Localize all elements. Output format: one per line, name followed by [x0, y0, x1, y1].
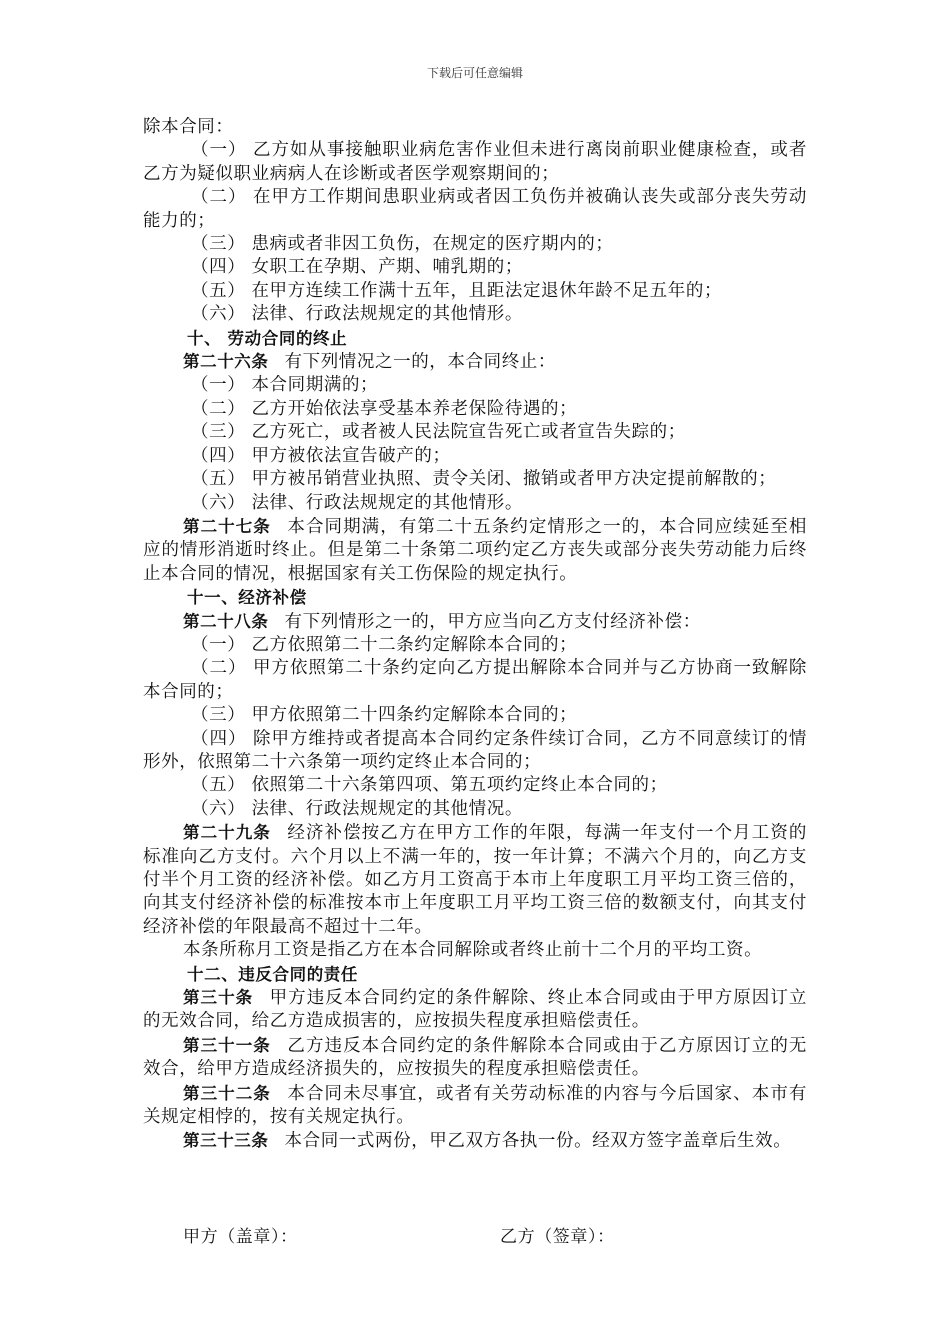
paragraph-text: 本合同期满，有第二十五条约定情形之一的，本合同应续延至相应的情形消逝时终止。但是第二十条第二项约定乙方丧失或部分丧失劳动能力后终止本合同的情况，根据国家有关工伤保险的规定执行。	[143, 516, 807, 584]
section-heading	[143, 963, 807, 986]
paragraph-text: （五） 甲方被吊销营业执照、责令关闭、撤销或者甲方决定提前解散的；	[191, 469, 777, 490]
paragraph	[143, 421, 807, 444]
section-heading	[143, 327, 807, 350]
article-number: 第三十三条	[183, 1131, 269, 1151]
paragraph	[143, 445, 807, 468]
paragraph	[143, 398, 807, 421]
paragraph	[143, 798, 807, 821]
paragraph-text: （一） 乙方依照第二十二条约定解除本合同的；	[191, 634, 578, 655]
paragraph	[143, 657, 807, 704]
article-paragraph	[143, 1034, 807, 1082]
paragraph-text: 十、 劳动合同的终止	[187, 328, 348, 348]
paragraph	[143, 233, 807, 256]
paragraph	[143, 939, 807, 962]
paragraph-text: 十二、违反合同的责任	[187, 964, 358, 984]
paragraph-text: 甲方违反本合同约定的条件解除、终止本合同或由于甲方原因订立的无效合同，给乙方造成损害的，应按损失程度承担赔偿责任。	[143, 988, 807, 1032]
article-paragraph	[143, 1129, 807, 1153]
paragraph	[143, 774, 807, 797]
paragraph-text: （一） 本合同期满的；	[191, 375, 379, 396]
paragraph	[143, 492, 807, 515]
paragraph-text: （六） 法律、行政法规规定的其他情况。	[191, 798, 523, 819]
article-paragraph	[143, 986, 807, 1034]
paragraph	[143, 728, 807, 775]
paragraph-text: 乙方违反本合同约定的条件解除本合同或由于乙方原因订立的无效合，给甲方造成经济损失的，应按损失的程度承担赔偿责任。	[143, 1035, 807, 1080]
paragraph-text: （四） 女职工在孕期、产期、哺乳期的；	[191, 257, 523, 278]
paragraph	[143, 634, 807, 657]
article-paragraph	[143, 515, 807, 586]
paragraph	[143, 139, 807, 186]
page-header: 下载后可任意编辑	[426, 66, 523, 80]
paragraph-text: （二） 甲方依照第二十条约定向乙方提出解除本合同并与乙方协商一致解除本合同的；	[143, 658, 807, 702]
paragraph-text: （五） 在甲方连续工作满十五年，且距法定退休年龄不足五年的；	[191, 280, 723, 301]
party-b-signature: 乙方（签章）：	[500, 1227, 615, 1247]
paragraph-text: 经济补偿按乙方在甲方工作的年限，每满一年支付一个月工资的标准向乙方支付。六个月以上不满一年的，按一年计算；不满六个月的，向乙方支付半个月工资的经济补偿。如乙方月工资高于本市上年度职工月平均工资三倍的，向其支付经济补偿的标准按本市上年度职工月平均工资三倍的数额支付，向其支付经济补偿的年限最高不超过十二年。	[143, 823, 807, 937]
paragraph-text: （二） 在甲方工作期间患职业病或者因工负伤并被确认丧失或部分丧失劳动能力的；	[143, 187, 807, 231]
paragraph-text: （三） 乙方死亡，或者被人民法院宣告死亡或者宣告失踪的；	[191, 422, 686, 443]
article-paragraph	[143, 821, 807, 939]
article-paragraph	[143, 610, 807, 634]
article-number: 第二十七条	[183, 516, 271, 536]
article-number: 第三十一条	[183, 1035, 271, 1055]
paragraph-text: 十一、经济补偿	[187, 588, 307, 608]
paragraph-text: 有下列情况之一的，本合同终止：	[284, 352, 556, 373]
paragraph-text: （五） 依照第二十六条第四项、第五项约定终止本合同的；	[191, 775, 668, 796]
article-paragraph	[143, 1082, 807, 1130]
paragraph-text: （三） 患病或者非因工负伤，在规定的医疗期内的；	[191, 234, 614, 255]
paragraph	[143, 116, 807, 139]
article-number: 第二十九条	[183, 823, 271, 843]
paragraph	[143, 280, 807, 303]
paragraph-text: 有下列情形之一的，甲方应当向乙方支付经济补偿：	[284, 611, 701, 632]
article-number: 第二十六条	[183, 352, 269, 372]
article-number: 第二十八条	[183, 611, 269, 631]
article-number: 第三十条	[183, 988, 254, 1008]
paragraph-text: （四） 除甲方维持或者提高本合同约定条件续订合同，乙方不同意续订的情形外，依照第二十六条第一项约定终止本合同的；	[143, 728, 807, 772]
section-heading	[143, 586, 807, 609]
party-a-signature: 甲方（盖章）：	[183, 1227, 298, 1247]
paragraph	[143, 468, 807, 491]
article-number: 第三十二条	[183, 1083, 271, 1103]
paragraph-text: （一） 乙方如从事接触职业病危害作业但未进行离岗前职业健康检查，或者乙方为疑似职业病病人在诊断或者医学观察期间的；	[143, 140, 807, 184]
paragraph	[143, 256, 807, 279]
paragraph-text: （六） 法律、行政法规规定的其他情形。	[191, 304, 523, 325]
article-paragraph	[143, 350, 807, 374]
contract-body	[143, 116, 807, 1154]
paragraph	[143, 374, 807, 397]
paragraph	[143, 303, 807, 326]
paragraph-text: 本合同一式两份，甲乙双方各执一份。经双方签字盖章后生效。	[284, 1131, 792, 1152]
paragraph	[143, 704, 807, 727]
paragraph-text: 本合同未尽事宜，或者有关劳动标准的内容与今后国家、本市有关规定相悖的，按有关规定执行。	[143, 1083, 807, 1128]
paragraph-text: 除本合同：	[143, 117, 234, 137]
paragraph-text: （四） 甲方被依法宣告破产的；	[191, 445, 451, 466]
paragraph-text: （二） 乙方开始依法享受基本养老保险待遇的；	[191, 398, 578, 419]
paragraph-text: 本条所称月工资是指乙方在本合同解除或者终止前十二个月的平均工资。	[183, 940, 763, 961]
paragraph-text: （三） 甲方依照第二十四条约定解除本合同的；	[191, 705, 578, 726]
paragraph	[143, 186, 807, 233]
paragraph-text: （六） 法律、行政法规规定的其他情形。	[191, 492, 523, 513]
